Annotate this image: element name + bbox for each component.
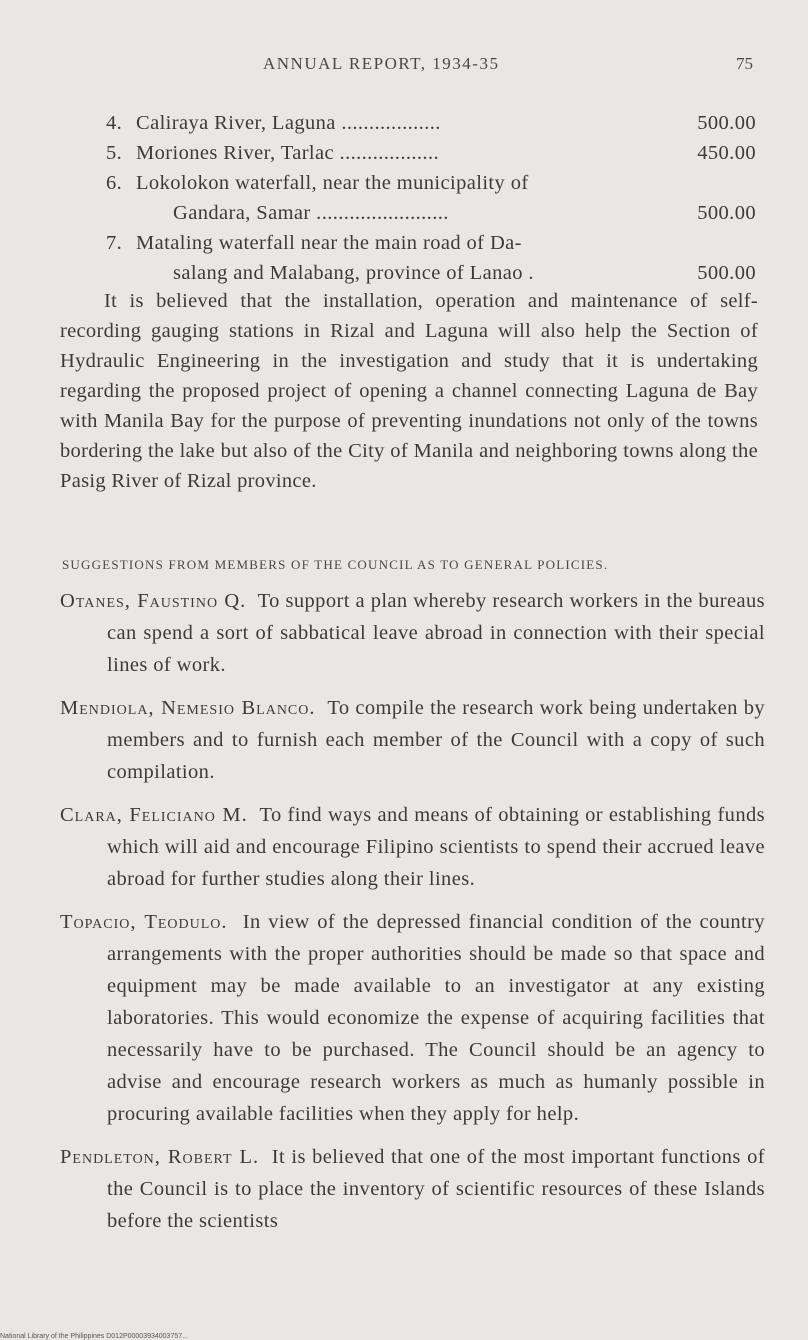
item-amount: 500.00 — [697, 112, 756, 134]
suggestion-entry — [60, 692, 765, 788]
suggestion-text: In view of the depressed financial condition of the country arrangements with the proper authorities should be made so that space and equipment may be made available to an investigator at any existing laboratories. This would economize the expense of acquiring facilities that necessarily have to be purchased. The Council should be an agency to advise and encourage research workers as much as humanly possible in procuring available facilities when they apply for help. — [107, 911, 765, 1125]
page-number: 75 — [736, 54, 753, 73]
running-title: ANNUAL REPORT, 1934-35 — [263, 54, 500, 73]
page-header — [0, 54, 808, 78]
list-item — [106, 168, 756, 228]
member-name: Clara, Feliciano M. — [60, 804, 248, 826]
member-name: Mendiola, Nemesio Blanco. — [60, 697, 316, 719]
suggestion-text: To compile the research work being undertaken by members and to furnish each member of the Council with a copy of such compilation. — [107, 697, 765, 783]
item-amount: 500.00 — [697, 262, 756, 284]
suggestion-list — [60, 585, 765, 1248]
item-text: Caliraya River, Laguna .................. — [136, 112, 441, 134]
member-name: Pendleton, Robert L. — [60, 1146, 260, 1168]
item-text-continuation: salang and Malabang, province of Lanao . — [173, 262, 534, 284]
member-name: Otanes, Faustino Q. — [60, 590, 247, 612]
scan-stamp: National Library of the Philippines D012P00003934003757... — [0, 1333, 188, 1340]
gauging-station-list — [106, 108, 756, 288]
item-number: 6. — [106, 172, 123, 194]
suggestion-entry — [60, 799, 765, 895]
item-amount: 500.00 — [697, 202, 756, 224]
suggestion-entry — [60, 585, 765, 681]
suggestion-text: To support a plan whereby research workers in the bureaus can spend a sort of sabbatical leave abroad in connection with their special lines of work. — [107, 590, 765, 676]
item-number: 4. — [106, 112, 123, 134]
suggestion-entry — [60, 1141, 765, 1237]
item-text-continuation: Gandara, Samar ........................ — [173, 202, 449, 224]
item-text: Mataling waterfall near the main road of Da- — [136, 232, 522, 254]
list-item — [106, 138, 756, 168]
suggestion-text: To find ways and means of obtaining or establishing funds which will aid and encourage Filipino scientists to spend their accrued leave abroad for further studies along their lines. — [107, 804, 766, 890]
item-number: 5. — [106, 142, 123, 164]
section-heading: SUGGESTIONS FROM MEMBERS OF THE COUNCIL AS TO GENERAL POLICIES. — [62, 557, 609, 572]
item-text: Moriones River, Tarlac .................. — [136, 142, 439, 164]
list-item — [106, 228, 756, 288]
suggestion-entry — [60, 906, 765, 1130]
member-name: Topacio, Teodulo. — [60, 911, 228, 933]
body-paragraph: It is believed that the installation, operation and maintenance of self-recording gauging stations in Rizal and Laguna will also help the Section of Hydraulic Engineering in the investigation and study that it is undertaking regarding the proposed project of opening a channel connecting Laguna de Bay with Manila Bay for the purpose of preventing inundations not only of the towns bordering the lake but also of the City of Manila and neighboring towns along the Pasig River of Rizal province. — [60, 290, 758, 492]
suggestion-text: It is believed that one of the most important functions of the Council is to place the inventory of scientific resources of these Islands before the scientists — [107, 1146, 765, 1232]
item-amount: 450.00 — [697, 142, 756, 164]
item-text: Lokolokon waterfall, near the municipality of — [136, 172, 529, 194]
list-item — [106, 108, 756, 138]
item-number: 7. — [106, 232, 123, 254]
